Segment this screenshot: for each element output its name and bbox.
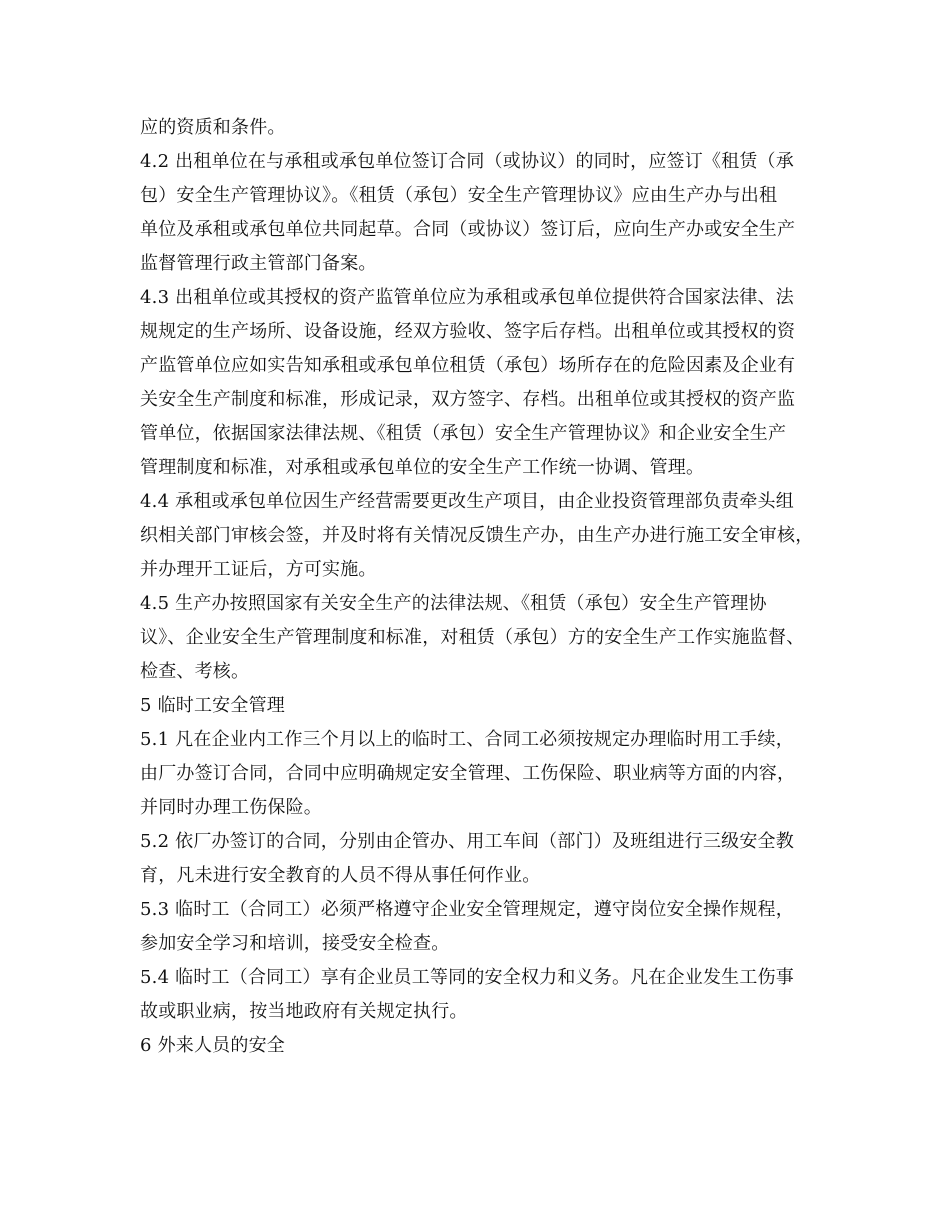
text-line: 4.5 生产办按照国家有关安全生产的法律法规、《租赁（承包）安全生产管理协 [140, 593, 767, 614]
section-heading: 5 临时工安全管理 [140, 695, 285, 716]
text-line: 单位及承租或承包单位共同起草。合同（或协议）签订后，应向生产办或安全生产 [140, 219, 796, 240]
text-line: 织相关部门审核会签，并及时将有关情况反馈生产办，由生产办进行施工安全审核， [140, 525, 814, 546]
text-line: 并办理开工证后，方可实施。 [140, 559, 377, 580]
text-line: 由厂办签订合同，合同中应明确规定安全管理、工伤保险、职业病等方面的内容， [140, 763, 796, 784]
text-line: 产监管单位应如实告知承租或承包单位租赁（承包）场所存在的危险因素及企业有 [140, 355, 796, 376]
text-line: 监督管理行政主管部门备案。 [140, 253, 377, 274]
text-line: 检查、考核。 [140, 661, 250, 682]
text-line: 5.3 临时工（合同工）必须严格遵守企业安全管理规定，遵守岗位安全操作规程， [140, 899, 794, 920]
text-line: 应的资质和条件。 [140, 117, 286, 138]
text-line: 参加安全学习和培训，接受安全检查。 [140, 933, 450, 954]
text-line: 议》、企业安全生产管理制度和标准，对租赁（承包）方的安全生产工作实施监督、 [140, 627, 805, 648]
text-line: 故或职业病，按当地政府有关规定执行。 [140, 1001, 468, 1022]
text-line: 5.1 凡在企业内工作三个月以上的临时工、合同工必须按规定办理临时用工手续， [140, 729, 794, 750]
section-heading: 6 外来人员的安全 [140, 1035, 285, 1056]
text-line: 包）安全生产管理协议》。《租赁（承包）安全生产管理协议》应由生产办与出租 [140, 185, 778, 206]
text-line: 管理制度和标准，对承租或承包单位的安全生产工作统一协调、管理。 [140, 457, 705, 478]
text-line: 育，凡未进行安全教育的人员不得从事任何作业。 [140, 865, 541, 886]
text-line: 管单位，依据国家法律法规、《租赁（承包）安全生产管理协议》和企业安全生产 [140, 423, 787, 444]
text-line: 4.3 出租单位或其授权的资产监管单位应为承租或承包单位提供符合国家法律、法 [140, 287, 794, 308]
text-line: 5.2 依厂办签订的合同，分别由企管办、用工车间（部门）及班组进行三级安全教 [140, 831, 794, 852]
text-line: 5.4 临时工（合同工）享有企业员工等同的安全权力和义务。凡在企业发生工伤事 [140, 967, 794, 988]
text-line: 规规定的生产场所、设备设施，经双方验收、签字后存档。出租单位或其授权的资 [140, 321, 796, 342]
text-line: 关安全生产制度和标准，形成记录，双方签字、存档。出租单位或其授权的资产监 [140, 389, 796, 410]
text-line: 4.4 承租或承包单位因生产经营需要更改生产项目，由企业投资管理部负责牵头组 [140, 491, 794, 512]
text-line: 并同时办理工伤保险。 [140, 797, 322, 818]
text-line: 4.2 出租单位在与承租或承包单位签订合同（或协议）的同时，应签订《租赁（承 [140, 151, 794, 172]
